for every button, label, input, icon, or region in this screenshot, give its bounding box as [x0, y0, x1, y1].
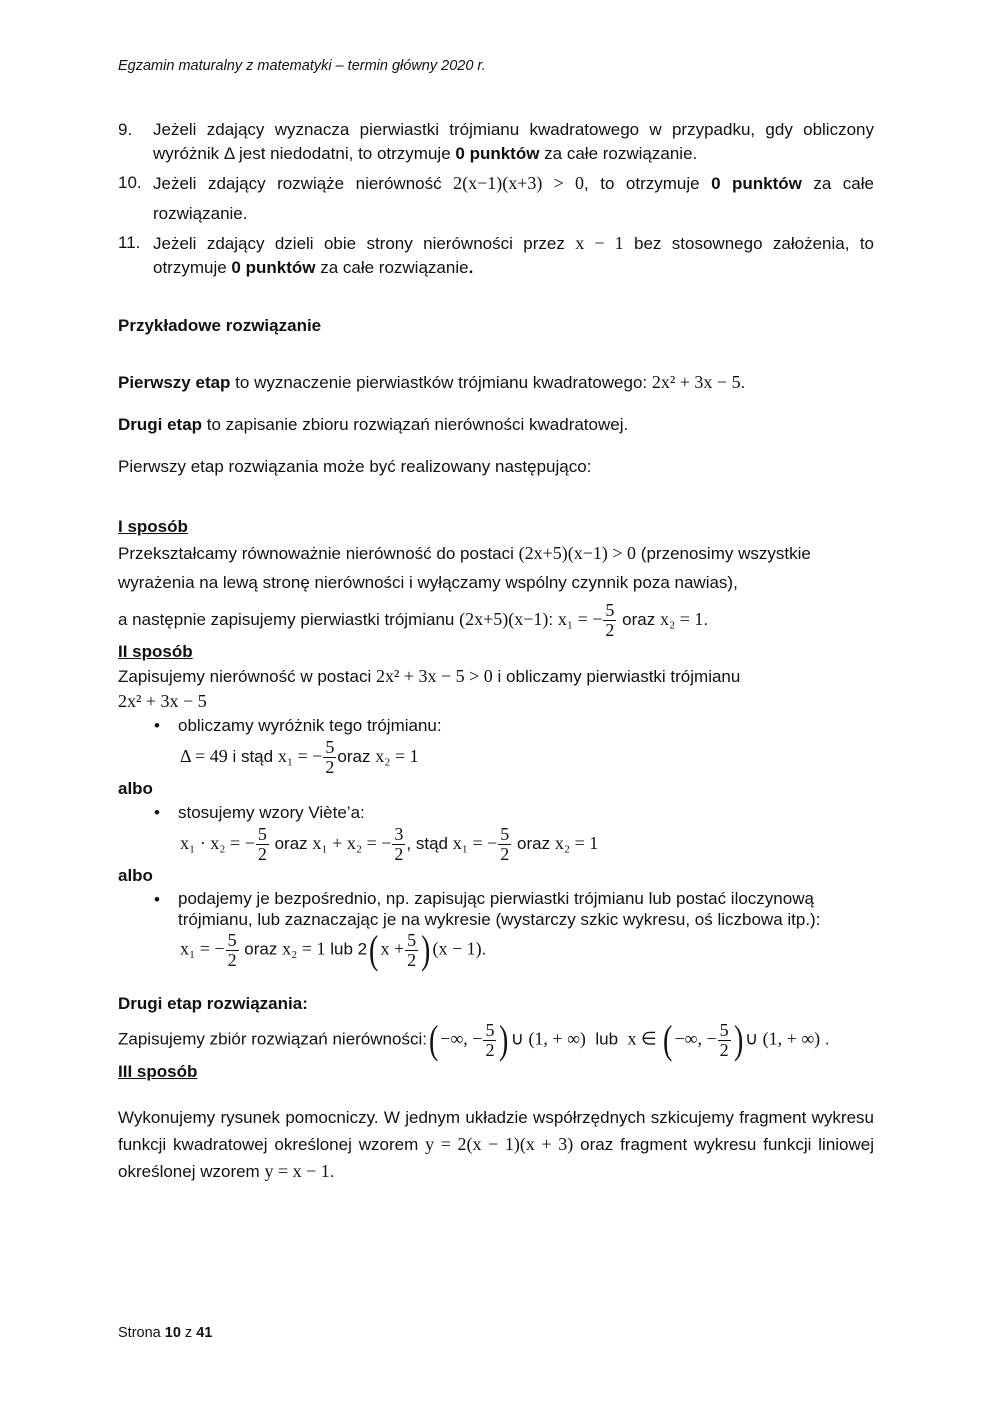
item-number: 9. [118, 120, 133, 139]
list-item [118, 231, 874, 280]
item-text: Jeżeli zdający wyznacza pierwiastki trójmianu kwadratowego w przypadku, gdy obliczony wyróżnik Δ jest niedodatni, to otrzymuje [153, 120, 874, 163]
paragraph: Zapisujemy zbiór rozwiązań nierówności:( −∞, − $\frac{5}{2}$ ) ∪ (1, + ∞) lub x ∈ ( −∞, − $\frac{5}{2}$ ) ∪ (1, + ∞) . [118, 1017, 830, 1062]
albo-label: albo [118, 779, 153, 798]
math-expr: (2x+5)(x−1) [459, 608, 549, 629]
page-total: 41 [196, 1325, 213, 1341]
list-item: • stosujemy wzory Viète’a: [154, 801, 874, 825]
item-bold: 0 punktów [455, 144, 540, 163]
bullet-icon: • [154, 803, 160, 822]
item-bold: 0 punktów [231, 258, 316, 277]
fraction: $\frac{5}{2}$ [257, 824, 267, 864]
math-expr: 2x² + 3x − 5 [651, 372, 741, 392]
fraction: $\frac{5}{2}$ [325, 737, 335, 777]
list-item [118, 168, 874, 229]
formula-line: x₁ = − $\frac{5}{2}$ oraz x₂ = 1 lub 2( x + $\frac{5}{2}$ ) (x − 1). [180, 927, 487, 972]
fraction: $\frac{5}{2}$ [605, 600, 615, 640]
paragraph: Zapisujemy nierówność w postaci 2x² + 3x − 5 > 0 i obliczamy pierwiastki trójmianu [118, 666, 741, 686]
fraction: $\frac{5}{2}$ [227, 929, 237, 970]
fraction: $\frac{5}{2}$ [500, 824, 510, 864]
math-expr: (2x+5)(x−1) > 0 [518, 543, 637, 563]
item-bold: . [468, 258, 474, 277]
paragraph: a następnie zapisujemy pierwiastki trójmianu (2x+5)(x−1): x₁ = − $\frac{5}{2}$ oraz x₂ = 1. [118, 600, 709, 640]
paragraph: Pierwszy etap rozwiązania może być realizowany następująco: [118, 457, 592, 476]
paragraph: Przekształcamy równoważnie nierówność do postaci (2x+5)(x−1) > 0 (przenosimy wszystkie wyrażenia na lewą stronę nierówności i wyłączamy wspólny czynnik poza nawias), [118, 543, 811, 592]
item-bold: 0 punktów [711, 174, 802, 193]
item-text: za całe rozwiązanie [315, 258, 469, 277]
left-paren-icon: ( [663, 1017, 673, 1062]
section-heading: II sposób [118, 642, 193, 661]
item-text: , to otrzymuje [584, 174, 712, 193]
section-heading: III sposób [118, 1062, 198, 1081]
formula-line: x₁ · x₂ = − $\frac{5}{2}$ oraz x₁ + x₂ = − $\frac{3}{2}$ , stąd x₁ = − $\frac{5}{2}$ oraz x₂ = 1 [180, 824, 599, 864]
math-expr: y = 2(x − 1)(x + 3) [425, 1134, 574, 1154]
math-expr: 2x² + 3x − 5 > 0 [375, 666, 493, 686]
page-number: 10 [164, 1325, 181, 1341]
page-content [118, 118, 874, 1185]
math-expr: 2(x−1)(x+3) > 0 [453, 173, 585, 193]
item-text: Jeżeli zdający rozwiąże nierówność [153, 174, 454, 193]
right-paren-icon: ) [499, 1017, 509, 1062]
item-text: Jeżeli zdający dzieli obie strony nierówności przez [153, 234, 576, 253]
page-footer: Strona 10 z 41 [118, 1325, 213, 1341]
fraction: $\frac{5}{2}$ [485, 1019, 495, 1060]
paragraph: Wykonujemy rysunek pomocniczy. W jednym układzie współrzędnych szkicujemy fragment wykresu funkcji kwadratowej określonej wzorem y = 2(x − 1)(x + 3) oraz fragment wykresu funkcji liniowej określonej wzorem y = x − 1. [118, 1108, 875, 1181]
page-header: Egzamin maturalny z matematyki – termin główny 2020 r. [118, 58, 486, 74]
fraction: $\frac{3}{2}$ [394, 824, 404, 864]
fraction: $\frac{5}{2}$ [407, 929, 417, 970]
list-item: • obliczamy wyróżnik tego trójmianu: [154, 714, 874, 738]
item-number: 10. [118, 173, 142, 192]
section-heading: Przykładowe rozwiązanie [118, 316, 322, 335]
bullet-icon: • [154, 716, 160, 735]
math-expr: y = x − 1 [264, 1161, 330, 1181]
item-text: za całe rozwiązanie. [153, 174, 874, 223]
section-heading: I sposób [118, 517, 188, 536]
math-expr: 2x² + 3x − 5 [118, 691, 207, 711]
paragraph: Pierwszy etap to wyznaczenie pierwiastków trójmianu kwadratowego: 2x² + 3x − 5. [118, 372, 746, 392]
bullet-icon: • [154, 890, 160, 909]
left-paren-icon: ( [369, 927, 379, 972]
list-item [118, 118, 874, 166]
paragraph: Drugi etap to zapisanie zbioru rozwiązań nierówności kwadratowej. [118, 415, 629, 434]
paragraph [118, 689, 874, 714]
item-number: 11. [118, 233, 141, 252]
list-item: • podajemy je bezpośrednio, np. zapisując pierwiastki trójmianu lub postać iloczynową trójmianu, lub zaznaczając je na wykresie (wystarczy szkic wykresu, oś liczbowa itp.): [154, 889, 821, 929]
formula-line: Δ = 49 i stąd x₁ = − $\frac{5}{2}$ oraz x₂ = 1 [180, 737, 419, 777]
right-paren-icon: ) [421, 927, 431, 972]
item-text: za całe rozwiązanie. [539, 144, 698, 163]
left-paren-icon: ( [428, 1017, 439, 1062]
section-heading: Drugi etap rozwiązania: [118, 994, 308, 1013]
item-text: bez stosownego założenia, to otrzymuje [153, 234, 874, 277]
right-paren-icon: ) [733, 1017, 744, 1062]
math-expr: x − 1 [575, 233, 624, 253]
fraction: $\frac{5}{2}$ [719, 1019, 729, 1060]
albo-label: albo [118, 866, 153, 885]
